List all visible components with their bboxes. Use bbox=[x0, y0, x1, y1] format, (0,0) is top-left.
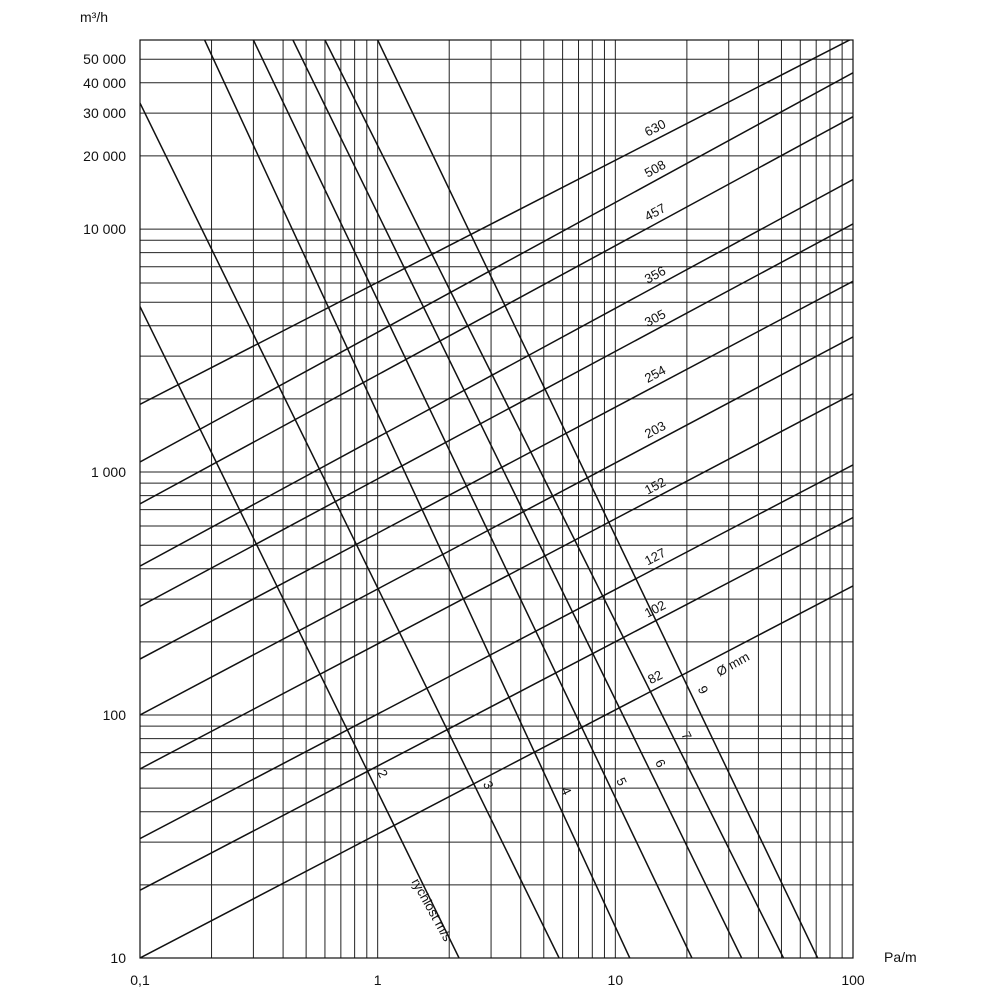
diameter-line-152 bbox=[140, 394, 853, 769]
diameter-label-457: 457 bbox=[641, 200, 669, 224]
series-lines bbox=[140, 38, 853, 958]
y-axis-label: m³/h bbox=[80, 9, 108, 25]
diameter-line-356 bbox=[140, 179, 853, 569]
velocity-line-5 bbox=[253, 40, 692, 958]
diameter-label-203: 203 bbox=[641, 418, 669, 442]
x-tick-label: 100 bbox=[841, 972, 865, 988]
diameter-label-127: 127 bbox=[642, 544, 669, 569]
diameter-label-102: 102 bbox=[642, 597, 669, 621]
y-tick-label: 50 000 bbox=[83, 51, 126, 68]
velocity-label-3: 3 bbox=[480, 778, 497, 792]
plot-frame bbox=[140, 40, 853, 958]
velocity-line-2 bbox=[140, 307, 459, 958]
velocity-label-9: 9 bbox=[694, 683, 712, 697]
y-tick-label: 1 000 bbox=[90, 464, 126, 481]
velocity-label-5: 5 bbox=[613, 775, 630, 789]
velocity-line-4 bbox=[205, 40, 630, 958]
velocity-line-9 bbox=[378, 40, 818, 958]
velocity-label-4: 4 bbox=[557, 784, 575, 798]
diameter-line-102 bbox=[140, 518, 853, 891]
series-clip-group bbox=[140, 38, 853, 958]
diameter-line-254 bbox=[140, 281, 853, 659]
velocity-line-6 bbox=[293, 40, 742, 958]
velocity-label-2: 2 bbox=[374, 767, 392, 781]
diameter-legend: Ø mm bbox=[713, 648, 752, 680]
y-tick-label: 20 000 bbox=[83, 147, 126, 164]
velocity-label-7: 7 bbox=[678, 729, 695, 743]
x-tick-label: 1 bbox=[373, 972, 382, 988]
grid bbox=[140, 40, 853, 958]
velocity-line-7 bbox=[325, 40, 784, 958]
y-tick-label: 10 000 bbox=[83, 221, 126, 238]
y-tick-label: 10 bbox=[110, 950, 126, 966]
x-tick-label: 0,1 bbox=[130, 972, 150, 988]
diameter-line-630 bbox=[140, 38, 853, 404]
x-tick-label: 10 bbox=[607, 972, 624, 988]
diameter-label-82: 82 bbox=[645, 667, 665, 688]
y-tick-label: 100 bbox=[102, 707, 126, 724]
diameter-line-457 bbox=[140, 117, 853, 504]
velocity-legend: rychlost m/s bbox=[408, 875, 456, 944]
velocity-label-6: 6 bbox=[652, 756, 669, 770]
diameter-label-152: 152 bbox=[641, 474, 669, 498]
diameter-label-356: 356 bbox=[641, 262, 669, 287]
velocity-line-3 bbox=[140, 103, 559, 958]
x-axis-label: Pa/m bbox=[884, 949, 917, 965]
diameter-label-254: 254 bbox=[641, 362, 669, 386]
diameter-label-305: 305 bbox=[641, 306, 669, 330]
diameter-label-630: 630 bbox=[642, 116, 669, 140]
y-tick-label: 40 000 bbox=[83, 74, 126, 91]
diameter-label-508: 508 bbox=[641, 156, 669, 181]
y-tick-label: 30 000 bbox=[83, 105, 126, 122]
